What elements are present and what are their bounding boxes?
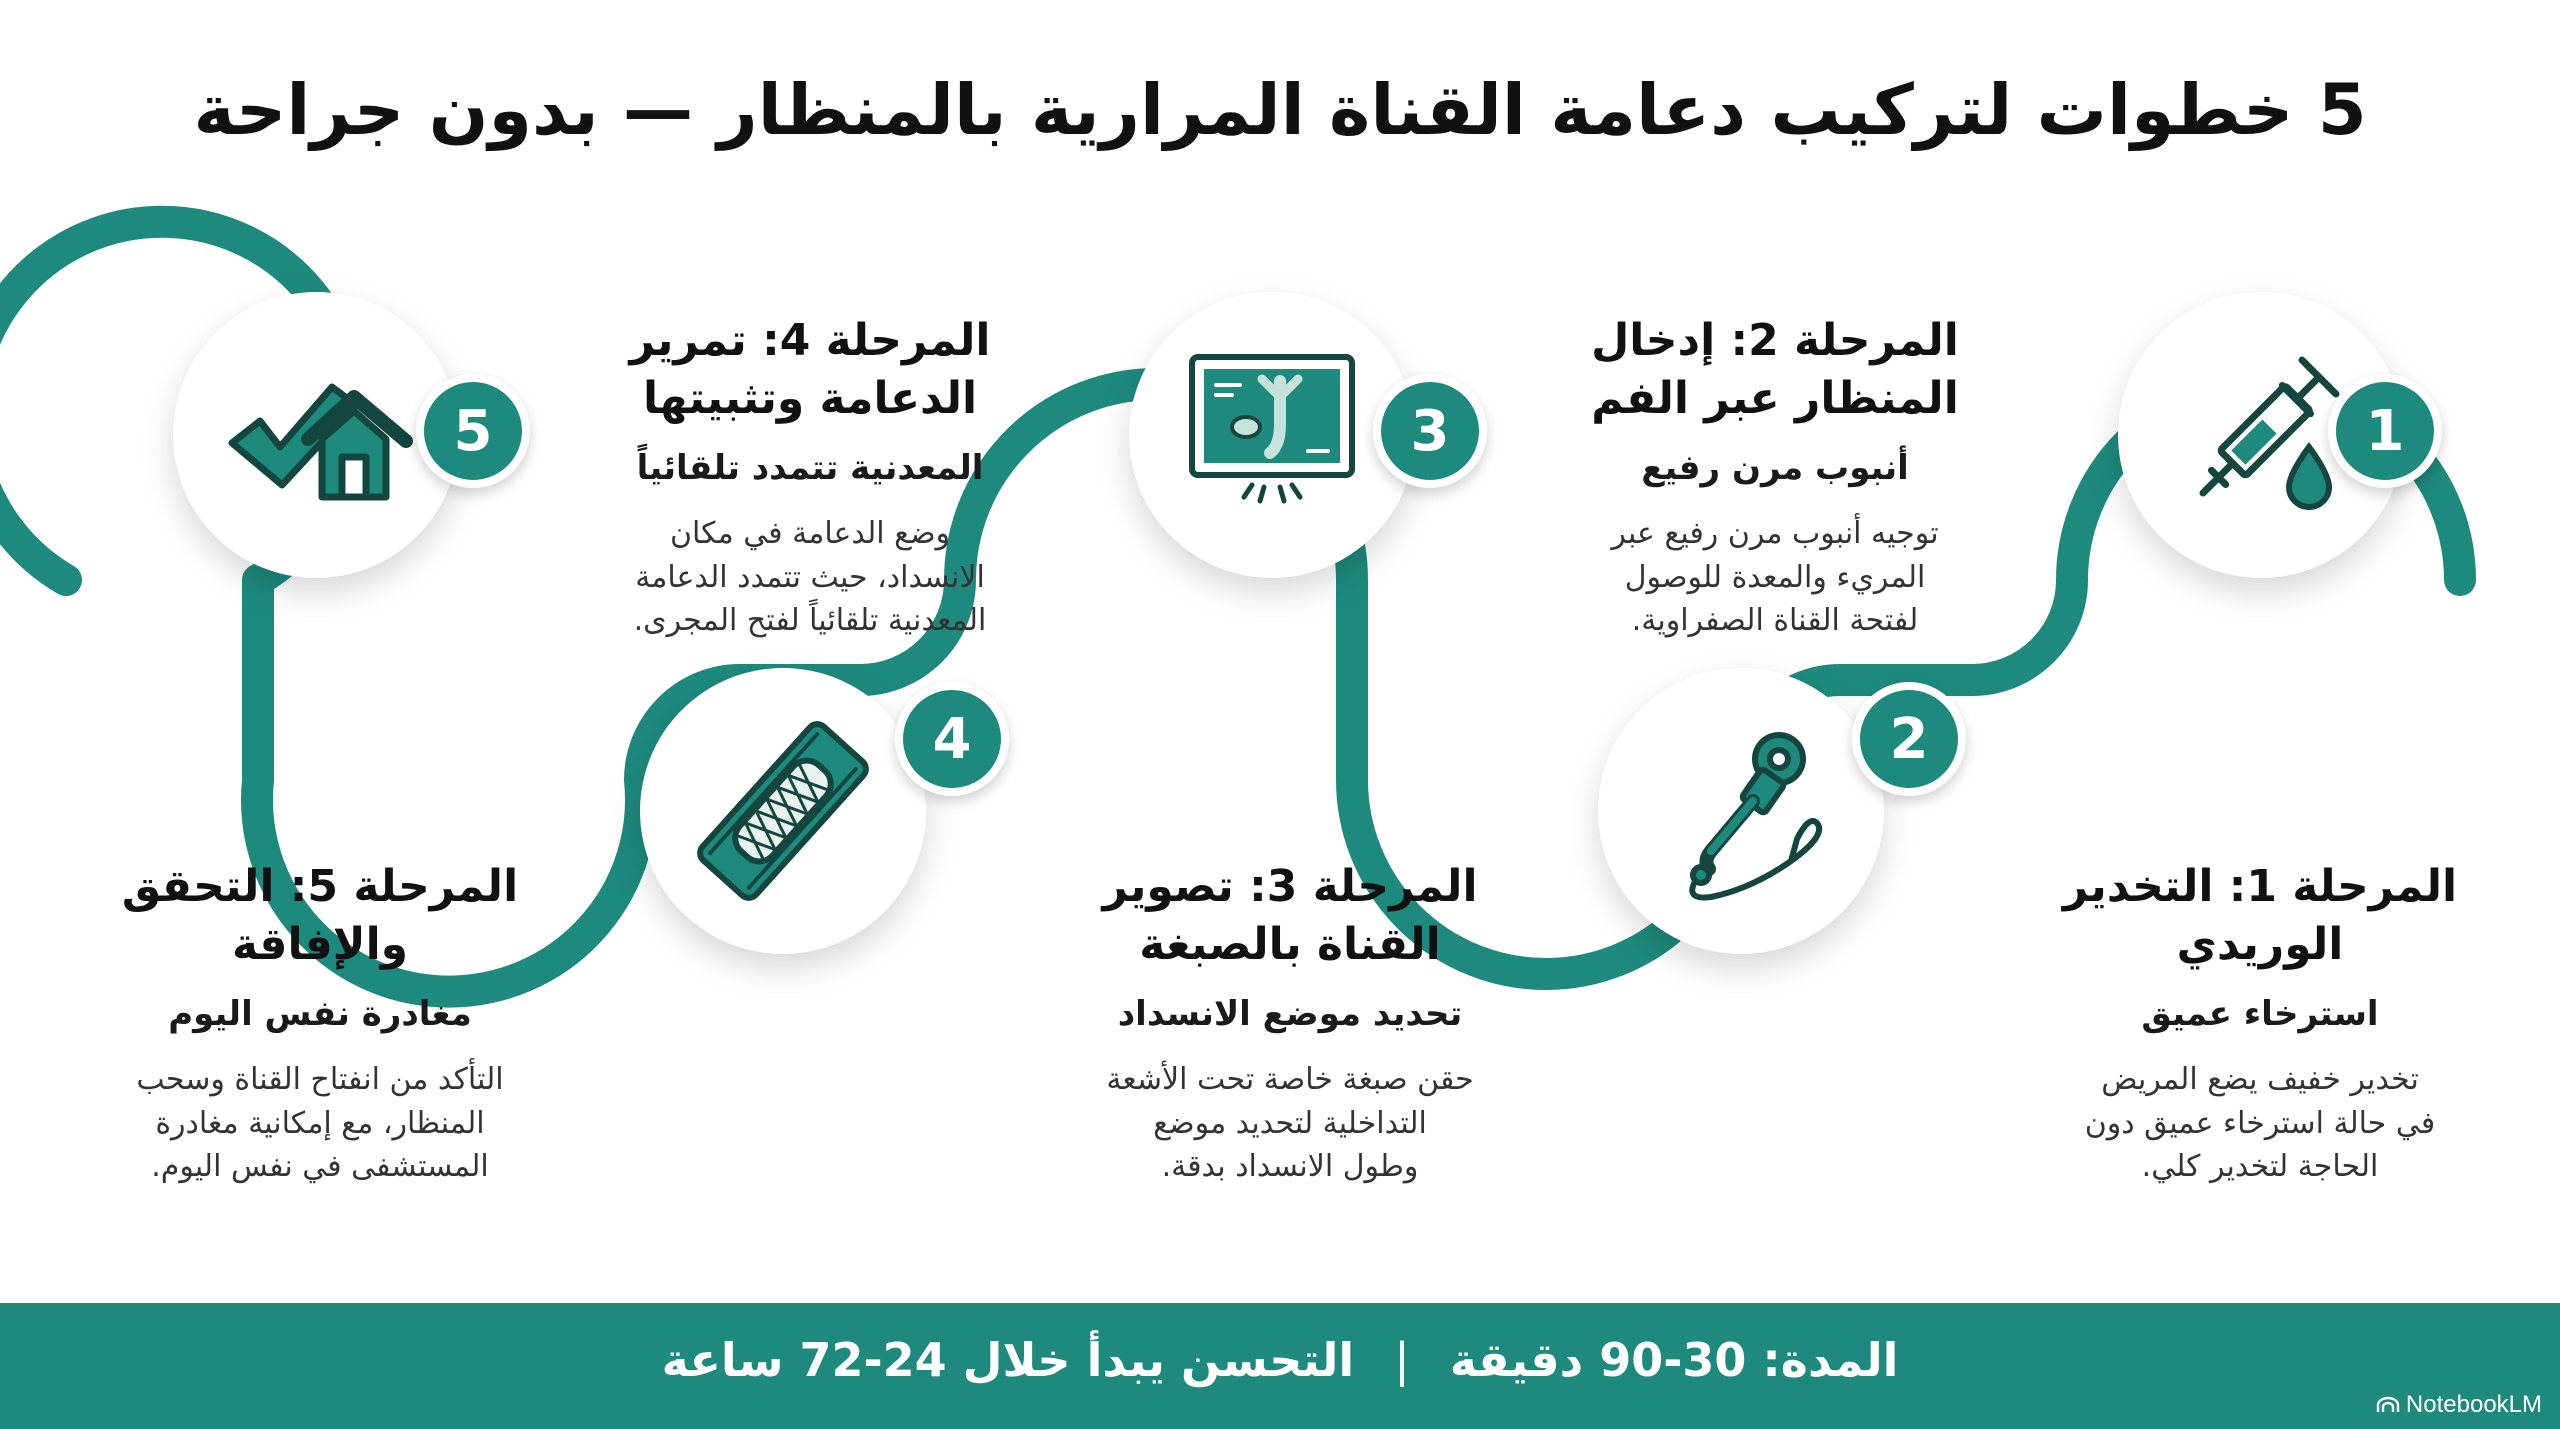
endoscope-icon xyxy=(1641,711,1841,911)
step-3-subtitle: تحديد موضع الانسداد xyxy=(1117,994,1463,1035)
xray-monitor-icon xyxy=(1172,335,1372,535)
stent-icon xyxy=(683,711,883,911)
step-1-title: المرحلة 1: التخدير الوريدي xyxy=(2062,861,2458,971)
step-1-number-badge: 1 xyxy=(2328,374,2442,488)
step-5-number-badge: 5 xyxy=(416,374,530,488)
step-2-title: المرحلة 2: إدخال المنظار عبر الفم xyxy=(1591,315,1959,425)
step-5-title: المرحلة 5: التحقق والإفاقة xyxy=(121,861,519,971)
step-2-text xyxy=(1555,312,1995,643)
step-1-text xyxy=(2040,858,2480,1189)
footer-improvement: التحسن يبدأ خلال 24-72 ساعة xyxy=(661,1333,1355,1387)
brand-watermark xyxy=(2376,1391,2542,1419)
step-5-description: التأكد من انفتاح القناة وسحب المنظار، مع إمكانية مغادرة المستشفى في نفس اليوم. xyxy=(136,1062,504,1185)
step-1-subtitle: استرخاء عميق xyxy=(2141,994,2379,1035)
step-4-icon-circle xyxy=(640,668,926,954)
step-5-text xyxy=(95,858,545,1189)
step-3-icon-circle xyxy=(1129,292,1415,578)
step-2-description: توجيه أنبوب مرن رفيع عبر المريء والمعدة للوصول لفتحة القناة الصفراوية. xyxy=(1611,516,1939,639)
footer-separator: | xyxy=(1394,1333,1410,1387)
step-2-icon-circle xyxy=(1598,668,1884,954)
brand-name: NotebookLM xyxy=(2405,1391,2542,1418)
step-3-description: حقن صبغة خاصة تحت الأشعة التداخلية لتحديد موضع وطول الانسداد بدقة. xyxy=(1106,1062,1474,1185)
footer-summary xyxy=(0,1333,2560,1387)
page-title: 5 خطوات لتركيب دعامة القناة المرارية بالمنظار — بدون جراحة xyxy=(193,69,2367,151)
step-3-number-badge: 3 xyxy=(1373,374,1487,488)
home-check-icon xyxy=(216,335,416,535)
step-2-number-badge: 2 xyxy=(1852,682,1966,796)
step-4-text xyxy=(580,312,1040,643)
footer-bar xyxy=(0,1303,2560,1429)
step-3-text xyxy=(1060,858,1520,1189)
step-3-title: المرحلة 3: تصوير القناة بالصبغة xyxy=(1102,861,1478,971)
step-4-number-badge: 4 xyxy=(895,682,1009,796)
step-5-subtitle: مغادرة نفس اليوم xyxy=(168,994,472,1035)
step-2-subtitle: أنبوب مرن رفيع xyxy=(1641,448,1909,489)
notebooklm-logo-icon xyxy=(2376,1396,2400,1414)
step-4-subtitle: المعدنية تتمدد تلقائياً xyxy=(636,448,984,489)
step-4-description: وضع الدعامة في مكان الانسداد، حيث تتمدد الدعامة المعدنية تلقائياً لفتح المجرى. xyxy=(633,516,987,639)
step-1-description: تخدير خفيف يضع المريض في حالة استرخاء عميق دون الحاجة لتخدير كلي. xyxy=(2084,1062,2436,1185)
step-4-title: المرحلة 4: تمرير الدعامة وتثبيتها xyxy=(629,315,991,425)
footer-duration: المدة: 30-90 دقيقة xyxy=(1449,1333,1899,1387)
